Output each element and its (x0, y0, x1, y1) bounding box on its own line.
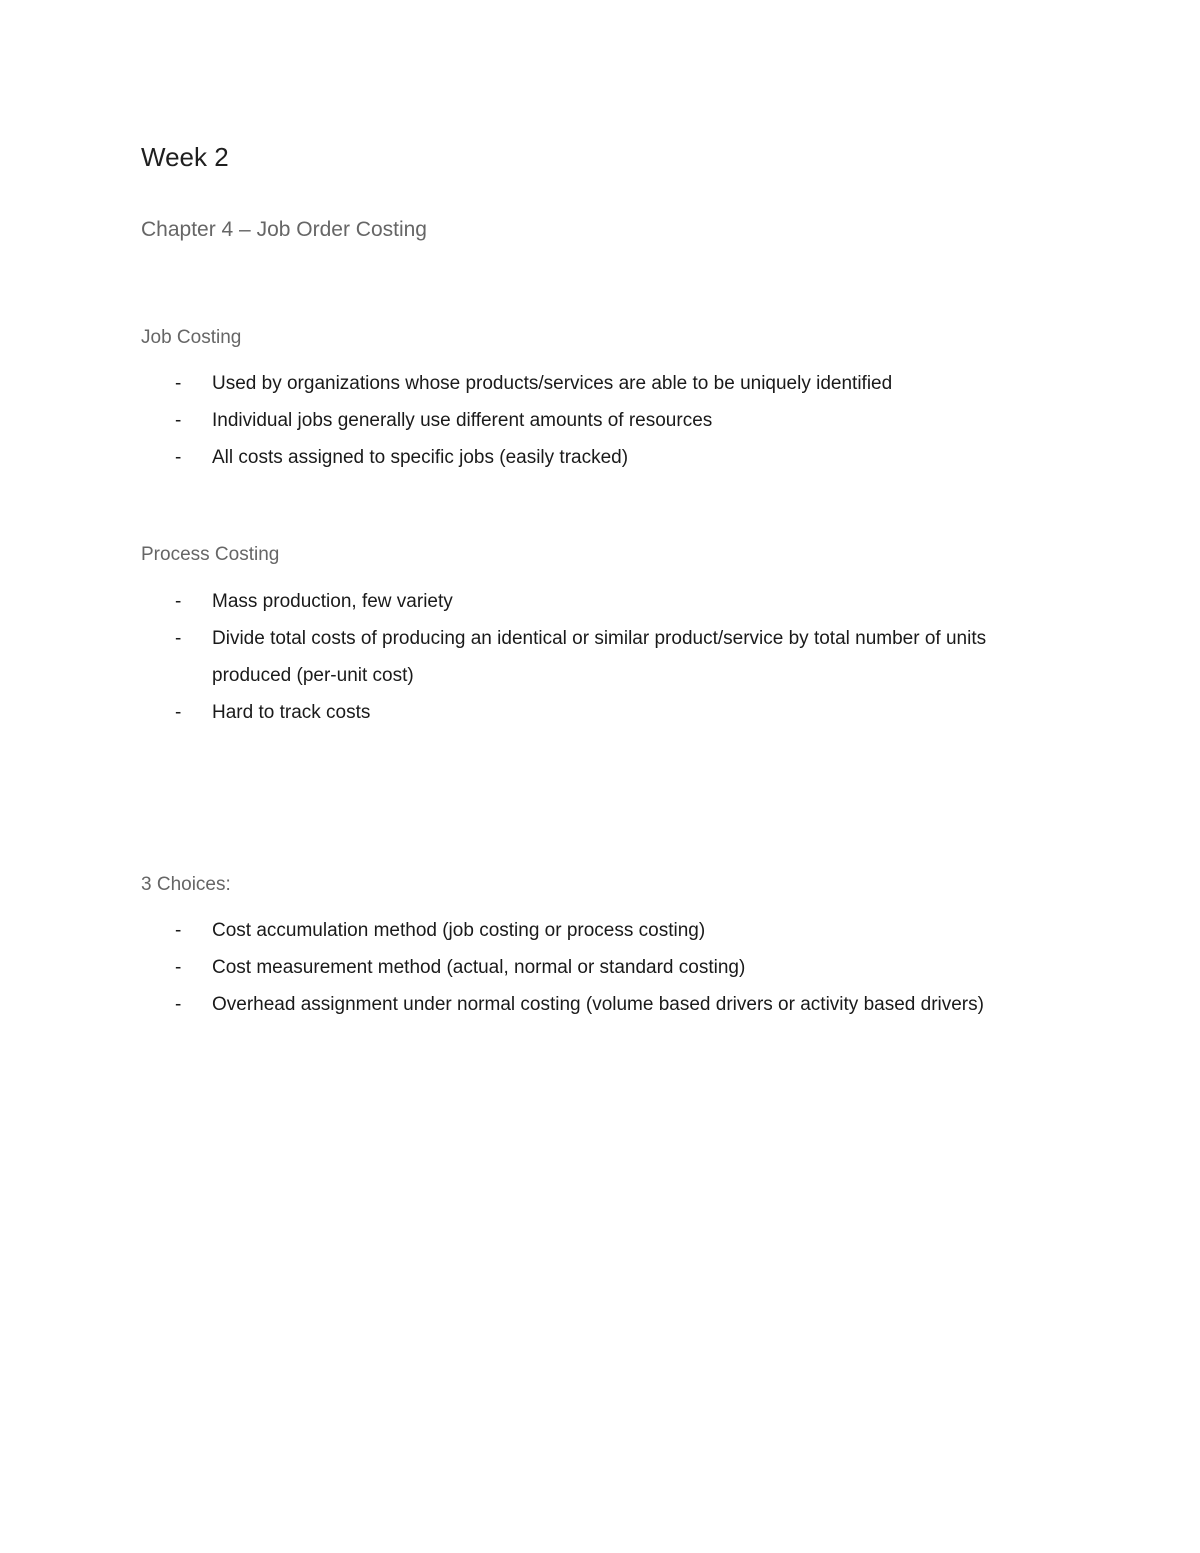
page-title: Week 2 (141, 142, 229, 172)
choices-list (141, 912, 1061, 1023)
list-item-text: Cost measurement method (actual, normal or standard costing) (212, 957, 746, 978)
list-item (141, 439, 1061, 476)
list-item (141, 402, 1061, 439)
bullet-dash: - (175, 920, 182, 941)
bullet-dash: - (175, 447, 182, 468)
list-item (141, 986, 1061, 1023)
bullet-dash: - (175, 957, 182, 978)
list-item-text: Used by organizations whose products/services are able to be uniquely identified (212, 373, 893, 394)
bullet-dash: - (175, 994, 182, 1015)
chapter-subtitle: Chapter 4 – Job Order Costing (141, 218, 427, 241)
bullet-dash: - (175, 628, 182, 649)
bullet-dash: - (175, 702, 182, 723)
list-item-text: Cost accumulation method (job costing or process costing) (212, 920, 706, 941)
list-item (141, 620, 1061, 694)
list-item (141, 949, 1061, 986)
list-item-text: Individual jobs generally use different amounts of resources (212, 410, 713, 431)
bullet-dash: - (175, 591, 182, 612)
list-item-text: Overhead assignment under normal costing (volume based drivers or activity based drivers) (212, 994, 984, 1015)
section-heading-choices: 3 Choices: (141, 874, 231, 895)
bullet-dash: - (175, 410, 182, 431)
list-item-text: Hard to track costs (212, 702, 371, 723)
list-item (141, 912, 1061, 949)
list-item (141, 365, 1061, 402)
list-item-text: Mass production, few variety (212, 591, 453, 612)
job-costing-list (141, 365, 1061, 476)
bullet-dash: - (175, 373, 182, 394)
process-costing-list (141, 583, 1061, 731)
list-item (141, 583, 1061, 620)
list-item (141, 694, 1061, 731)
list-item-text: Divide total costs of producing an identical or similar product/service by total number of units produced (per-unit cost) (212, 628, 987, 686)
section-heading-process-costing: Process Costing (141, 544, 280, 565)
list-item-text: All costs assigned to specific jobs (easily tracked) (212, 447, 629, 468)
section-heading-job-costing: Job Costing (141, 327, 242, 348)
